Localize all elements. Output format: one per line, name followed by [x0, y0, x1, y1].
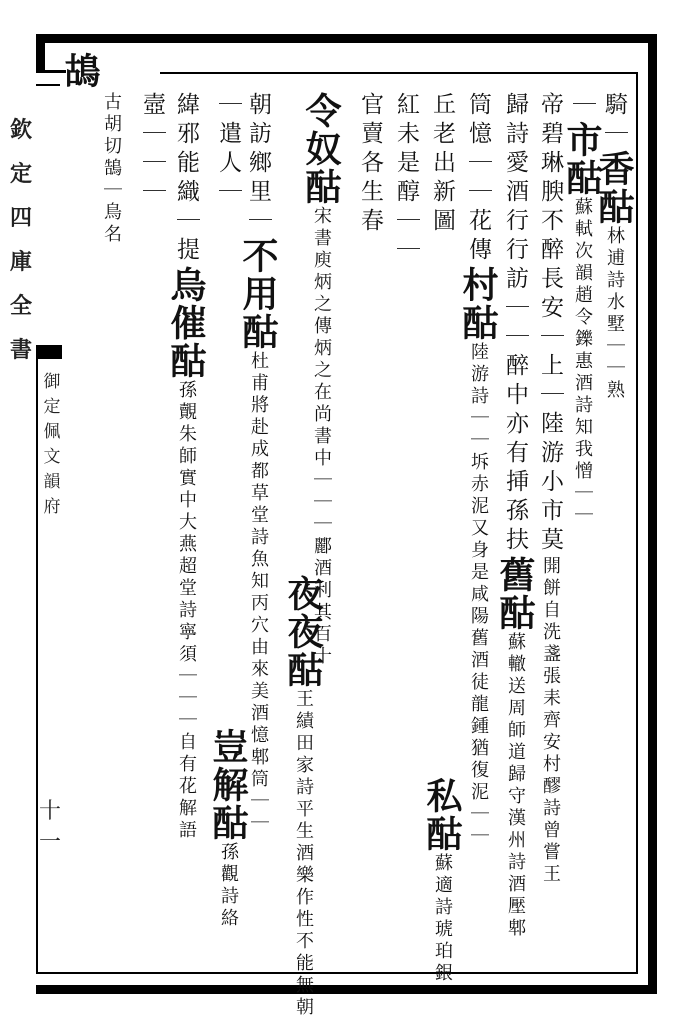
border-bottom	[36, 985, 657, 994]
entry-heading: 烏催酤	[165, 266, 207, 380]
page-number: 十一	[38, 799, 61, 855]
border-right	[648, 34, 657, 994]
column-text: 帝碧琳腴不醉長安｜上｜陸游小市莫	[537, 92, 563, 556]
entry-heading: 豈解酤	[207, 728, 249, 842]
series-char: 定	[43, 397, 61, 417]
head-word: 鴣	[59, 52, 101, 88]
column-text: 官賣各生春	[357, 92, 383, 237]
column-text: 騎｜	[601, 92, 627, 150]
spine-char: 全	[9, 293, 32, 319]
border-top	[42, 34, 657, 43]
column-text: 緯邪能織｜提	[173, 92, 199, 266]
spine-char: 庫	[9, 249, 32, 275]
series-char: 文	[43, 447, 61, 467]
column-text: 歸詩愛酒行行訪｜｜醉中亦有挿孫扶	[502, 92, 528, 556]
entry-heading: 夜夜酤	[282, 575, 324, 689]
fishtail-mark	[36, 345, 62, 359]
column-text: ｜遣人｜	[215, 92, 241, 208]
gutter-line	[36, 345, 38, 972]
spine-char: 四	[9, 205, 32, 231]
series-char: 佩	[43, 422, 61, 442]
entry-note: 蘇轍送周師道歸守漢州詩酒壓郫	[505, 632, 526, 940]
spine-char: 書	[9, 337, 32, 363]
text-column	[561, 92, 603, 527]
text-column	[134, 92, 170, 208]
text-column	[207, 92, 249, 930]
entry-heading: 令奴酤	[300, 92, 342, 206]
entry-note: 杜甫將赴成都草堂詩魚知丙穴由來美酒憶郫筒｜｜	[248, 351, 269, 835]
entry-note: 孫覿朱師實中大燕超堂詩寧須｜｜｜自有花解語	[176, 380, 197, 842]
border-left	[36, 34, 45, 72]
text-column	[282, 575, 324, 1019]
entry-note: 蘇適詩琥珀銀	[432, 853, 453, 985]
text-column	[457, 92, 499, 848]
entry-note: 古胡切鵠｜鳥名	[101, 92, 122, 246]
series-title	[40, 370, 64, 520]
spine-title	[6, 108, 36, 372]
series-char: 韻	[43, 472, 61, 492]
entry-note: 宋書庾炳之傳炳之在尚書中｜｜｜酈酒利其百十	[311, 206, 332, 668]
series-char: 府	[43, 497, 61, 517]
entry-heading: 舊酤	[494, 556, 536, 632]
entry-note: 林逋詩水墅｜｜熟	[604, 226, 625, 402]
column-text: ｜	[569, 92, 595, 121]
entry-note: 孫觀詩絡	[218, 842, 239, 930]
entry-note: 開餅自洗盞張耒齊安村醪詩曾嘗王	[540, 556, 561, 886]
entry-note: 陸游詩｜｜坼赤泥又身是咸陽舊酒徒龍鍾猶復泥｜｜	[468, 342, 489, 848]
text-column	[93, 92, 129, 246]
text-column	[388, 92, 424, 266]
column-text: 筒憶｜｜花傳	[465, 92, 491, 266]
spine-char: 定	[9, 161, 32, 187]
inner-border-bottom	[36, 972, 638, 974]
column-text: 紅未是醇｜｜	[393, 92, 419, 266]
text-column	[494, 92, 536, 940]
entry-heading: 私酤	[421, 777, 463, 853]
entry-note: 王績田家詩平生酒樂作性不能無朝	[293, 689, 314, 1019]
frame-step	[36, 84, 60, 86]
column-text: 朝訪鄉里｜	[245, 92, 271, 237]
entry-heading: 村酤	[457, 266, 499, 342]
column-text: 壼｜｜｜	[139, 92, 165, 208]
text-column	[165, 92, 207, 842]
inner-border-right	[636, 72, 638, 972]
entry-heading: 市酤	[561, 121, 603, 197]
text-column	[352, 92, 388, 237]
text-column	[532, 92, 568, 886]
entry-note: 蘇軾次韻趙令鑠惠酒詩知我憎｜｜	[572, 197, 593, 527]
entry-heading: 香酤	[593, 150, 635, 226]
spine-char: 欽	[9, 117, 32, 143]
series-char: 御	[43, 372, 61, 392]
entry-heading: 不用酤	[237, 237, 279, 351]
inner-border-top	[160, 72, 638, 74]
column-text: 丘老出新圖	[429, 92, 455, 237]
text-column	[421, 92, 463, 985]
